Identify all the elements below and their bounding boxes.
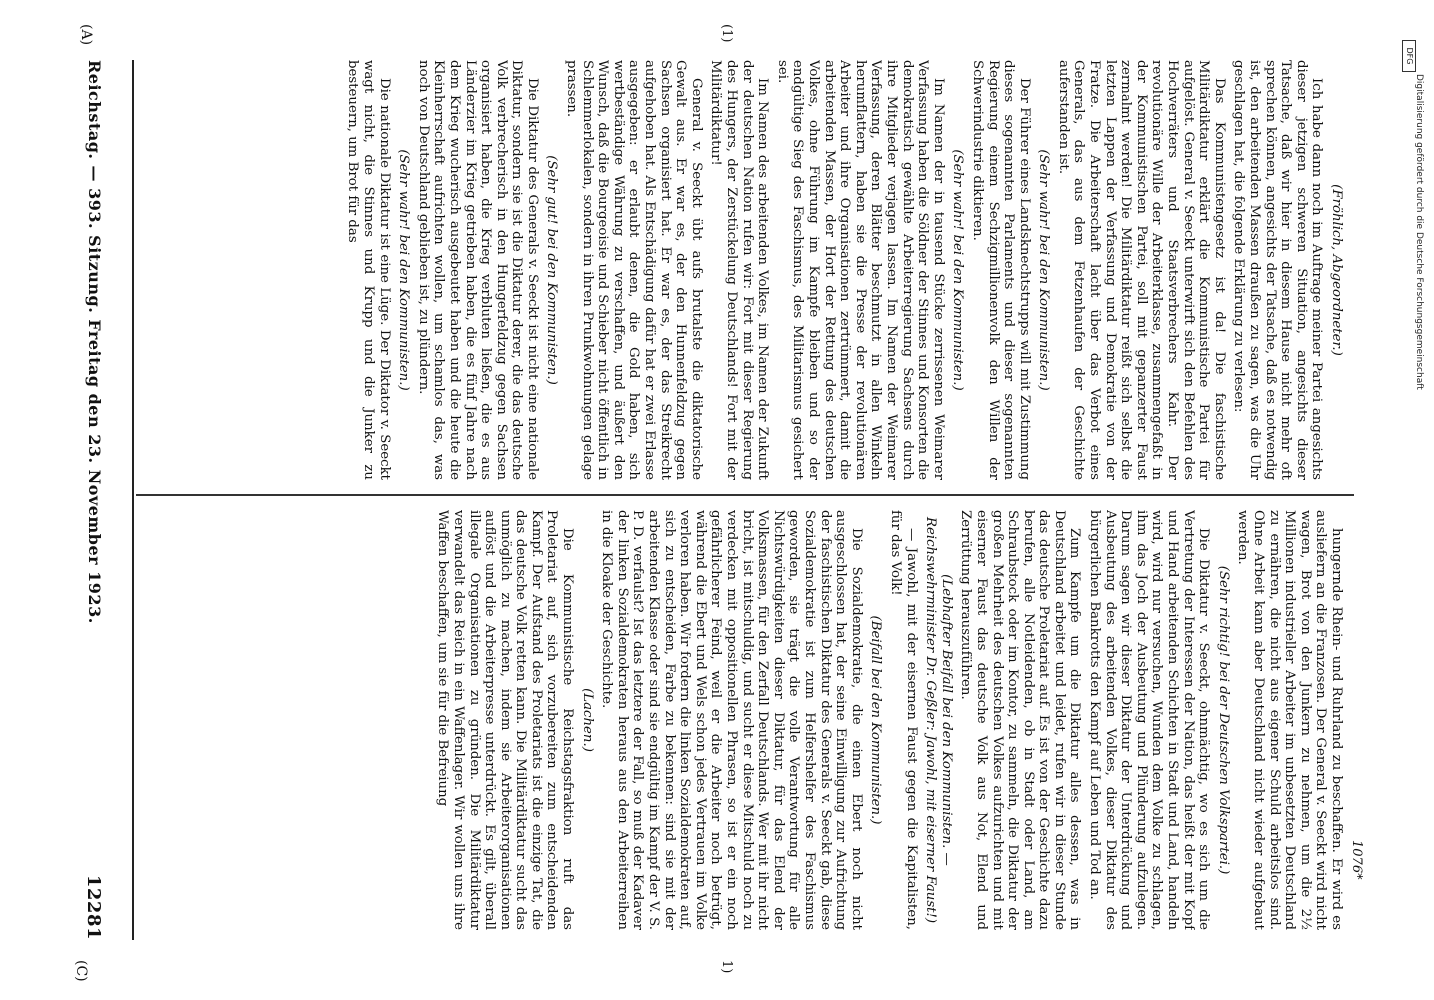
margin-mark-c: (C) xyxy=(73,960,89,982)
dfg-logo: DFG xyxy=(1402,40,1416,72)
paragraph: Im Namen des arbeitenden Volkes, im Namen der Zukunft der deutschen Nation rufen wir: Fort mit dieser Regierung des Hungers, der Zerstückelung Deutschlands! Fort mit der Militärdiktatur! xyxy=(708,60,771,480)
interjection: (Fröhlich, Abgeordneter.) xyxy=(1329,184,1344,356)
interjection: (Lebhafter Beifall bei den Kommunisten. — Reichswehrminister Dr. Geßler: Jawohl, mit eiserner Faust!) xyxy=(923,516,954,924)
margin-mark-a: (A) xyxy=(78,24,94,46)
paragraph: — Jawohl, mit der eisernen Faust gegen die Kapitalisten, für das Volk! xyxy=(887,510,919,930)
interjection: (Sehr richtig! bei der Deutschen Volkspartei.) xyxy=(1215,565,1231,875)
interjection: (Sehr wahr! bei den Kommunisten.) xyxy=(1036,149,1052,391)
paragraph: Im Namen der in tausend Stücke zerrissenen Weimarer Verfassung haben die Söldner der Stinnes und Konsorten die demokratisch gewählte Arbeiterregierung Sachsens durch ihre Mitglieder verjagen lassen. Im Namen der Weimarer Verfassung, deren Blätter beschmutzt in allen Winkeln herumflattern, haben sie die Presse der revolutionären Arbeiter und ihre Organisationen zertrümmert, damit die arbeitenden Massen, der Hort der Rettung des deutschen Volkes, ohne Führung im Kampfe bleiben und so der endgültige Sieg des Faschismus, des Militarismus gesichert sei. xyxy=(774,60,946,480)
margin-mark-right: 1) xyxy=(719,960,734,974)
paragraph: Der Führer eines Landsknechtstrupps will mit Zustimmung dieses sogenannten Parlaments und dieser sogenannten Regierung einem Sechzigmillionenvolk den Willen der Schwerindustrie diktieren. xyxy=(969,60,1032,480)
paragraph: General v. Seeckt übt aufs brutalste die diktatorische Gewalt aus. Er war es, der den Hunnenfeldzug gegen Sachsen organisiert hat. Er war es, der das Streikrecht aufgehoben hat. Als Entschädigung dafür hat er zwei Erlasse ausgegeben: er erlaubt denen, die Gold haben, sich wertbeständige Währung zu verschaffen, und äußert den Wunsch, daß die Bourgeoisie und Schieber nicht öffentlich in Schlemmerlokalen, sondern in ihren Prunkwohnungen gelage prassen. xyxy=(564,60,704,480)
credit-text: Digitalisierung gefördert durch die Deutsche Forschungsgemeinschaft xyxy=(1414,74,1424,390)
paragraph: Die nationale Diktatur ist eine Lüge. Der Diktator v. Seeckt wagt nicht, die Stinnes und Krupp und die Junker zu besteuern, um Brot für das xyxy=(345,60,392,480)
header-title: Reichstag. — 393. Sitzung. Freitag den 23. November 1923. xyxy=(85,60,104,624)
header-rule xyxy=(132,60,134,940)
footer-number: 1076* xyxy=(1349,840,1364,880)
paragraph: Das Kommunistengesetz ist da! Die faschistische Militärdiktatur erklärt die Kommunistische Partei für aufgelöst. General v. Seeckt unterwirft sich den Befehlen des Hochverräters und Staatsverbrechers Kahr. Der revolutionäre Wille der Arbeiterklasse, zusammengefaßt in der Kommunistischen Partei, soll mit gepanzerter Faust zermalmt werden! Die Militärdiktatur reißt sich selbst die letzten Lappen der Verfassung und Demokratie von der Fratze. Die Arbeiterschaft lacht über das Verbot eines Generals, das aus dem Fetzenhaufen der Geschichte auferstanden ist. xyxy=(1055,60,1227,480)
paragraph: Die Diktatur v. Seeckt, ohnmächtig, wo es sich um die Vertretung der Interessen der Nation, das heißt der mit Kopf und Hand arbeitenden Schichten in Stadt und Land, handeln wird, wird nur versuchen, Wunden dem Volke zu schlagen, ihm das Joch der Ausbeutung und Plünderung aufzulegen. Darum sagen wir dieser Diktatur der Unterdrückung und Ausbeutung des arbeitenden Volkes, dieser Diktatur des bürgerlichen Bankrotts den Kampf auf Leben und Tod an. xyxy=(1087,510,1212,930)
paragraph: Zum Kampfe um die Diktatur alles dessen, was in Deutschland arbeitet und leidet, rufen wir in dieser Stunde das deutsche Proletariat auf. Es ist von der Geschichte dazu berufen, alle Notleidenden, ob in Stadt oder Land, am Schraubstock oder im Kontor, zu sammeln, die Diktatur der großen Mehrheit des deutschen Volkes aufzurichten und mit eiserner Faust das deutsche Volk aus Not, Elend und Zerrüttung herauszuführen. xyxy=(958,510,1083,930)
paragraph: hungernde Rhein- und Ruhrland zu beschaffen. Er wird es ausliefern an die Franzosen. Der General v. Seeckt wird nicht wagen, Brot von den Junkern zu nehmen, um die 2½ Millionen industrieller Arbeiter im unbesetzten Deutschland zu ernähren, die nicht aus eigener Schuld arbeitslos sind. Ohne Arbeit kann aber Deutschland nicht wieder aufgebaut werden. xyxy=(1235,510,1344,930)
interjection: (Lachen.) xyxy=(579,688,595,752)
interjection: (Sehr wahr! bei den Kommunisten.) xyxy=(396,149,412,391)
margin-mark-left: (1) xyxy=(719,24,734,43)
paragraph: Ich habe dann noch im Auftrage meiner Partei angesichts dieser jetzigen schweren Situation, angesichts dieser Tatsache, daß wir hier in diesem Hause nicht mehr oft sprechen können, angesichts der Tatsache, daß es notwendig ist, den arbeitenden Massen draußen zu sagen, was die Uhr geschlagen hat, die folgende Erklärung zu verlesen: xyxy=(1231,60,1325,480)
column-divider xyxy=(136,494,1354,496)
page-number: 12281 xyxy=(83,874,104,940)
interjection: (Beifall bei den Kommunisten.) xyxy=(868,615,884,825)
page-header xyxy=(74,60,104,940)
interjection: (Sehr gut! bei den Kommunisten.) xyxy=(544,155,560,385)
paragraph: Die Sozialdemokratie, die einen Ebert noch nicht ausgeschlossen hat, der seine Einwilligung zur Aufrichtung der faschistischen Diktatur des Generals v. Seeckt gab, diese Sozialdemokratie ist zum Helfershelfer des Faschismus geworden, sie trägt die volle Verantwortung für alle Nichtswürdigkeiten dieser Diktatur, für das Elend der Volksmassen, für den Zerfall Deutschlands. Wer mit ihr nicht bricht, ist mitschuldig, und sucht er diese Mitschuld noch zu verdecken mit oppositionellen Phrasen, so ist er ein noch gefährlicherer Feind, weil er die Arbeiter noch betrügt, während die Ebert und Wels schon jedes Vertrauen im Volke verloren haben. Wir fordern die linken Sozialdemokraten auf, sich zu entscheiden, Farbe zu bekennen: sind sie mit der arbeitenden Klasse oder sind sie endgültig im Kampf der V. S. P. D. verfaulst? Ist das letztere der Fall, so muß der Kadaver der linken Sozialdemokraten heraus aus den Arbeiterreihen in die Kloake der Geschichte. xyxy=(599,510,864,930)
digitization-credit xyxy=(1405,40,1424,390)
left-column xyxy=(144,60,1344,480)
paragraph: Die Kommunistische Reichstagsfraktion ruft das Proletariat auf, sich vorzubereiten zum entscheidenden Kampf. Der Aufstand des Proletariats ist die einzige Tat, die das deutsche Volk retten kann. Die Militärdiktatur sucht das unmöglich zu machen, indem sie Arbeiterorganisationen auflöst und die Arbeiterpresse unterdrückt. Es gilt, überall illegale Organisationen zu gründen. Die Militärdiktatur verwandelt das Reich in ein Waffenlager. Wir wollen uns ihre Waffen beschaffen, um sie für die Befreiung xyxy=(435,510,576,930)
right-column xyxy=(144,510,1344,930)
paragraph: Die Diktatur des Generals v. Seeckt ist nicht eine nationale Diktatur, sondern sie ist die Diktatur derer, die das deutsche Volk verbrecherisch in den Hungerfeldzug gegen Sachsen organisiert haben, die Krieg verbluten ließen, die es aus Länderzier im Krieg getrieben haben, die es fünf Jahre nach dem Krieg wucherisch ausgebeutet haben und die heute die Kleinherrschaft aufrichten wollen, um schamlos das, was noch von Deutschland geblieben ist, zu plündern. xyxy=(415,60,540,480)
interjection: (Sehr wahr! bei den Kommunisten.) xyxy=(950,149,966,391)
